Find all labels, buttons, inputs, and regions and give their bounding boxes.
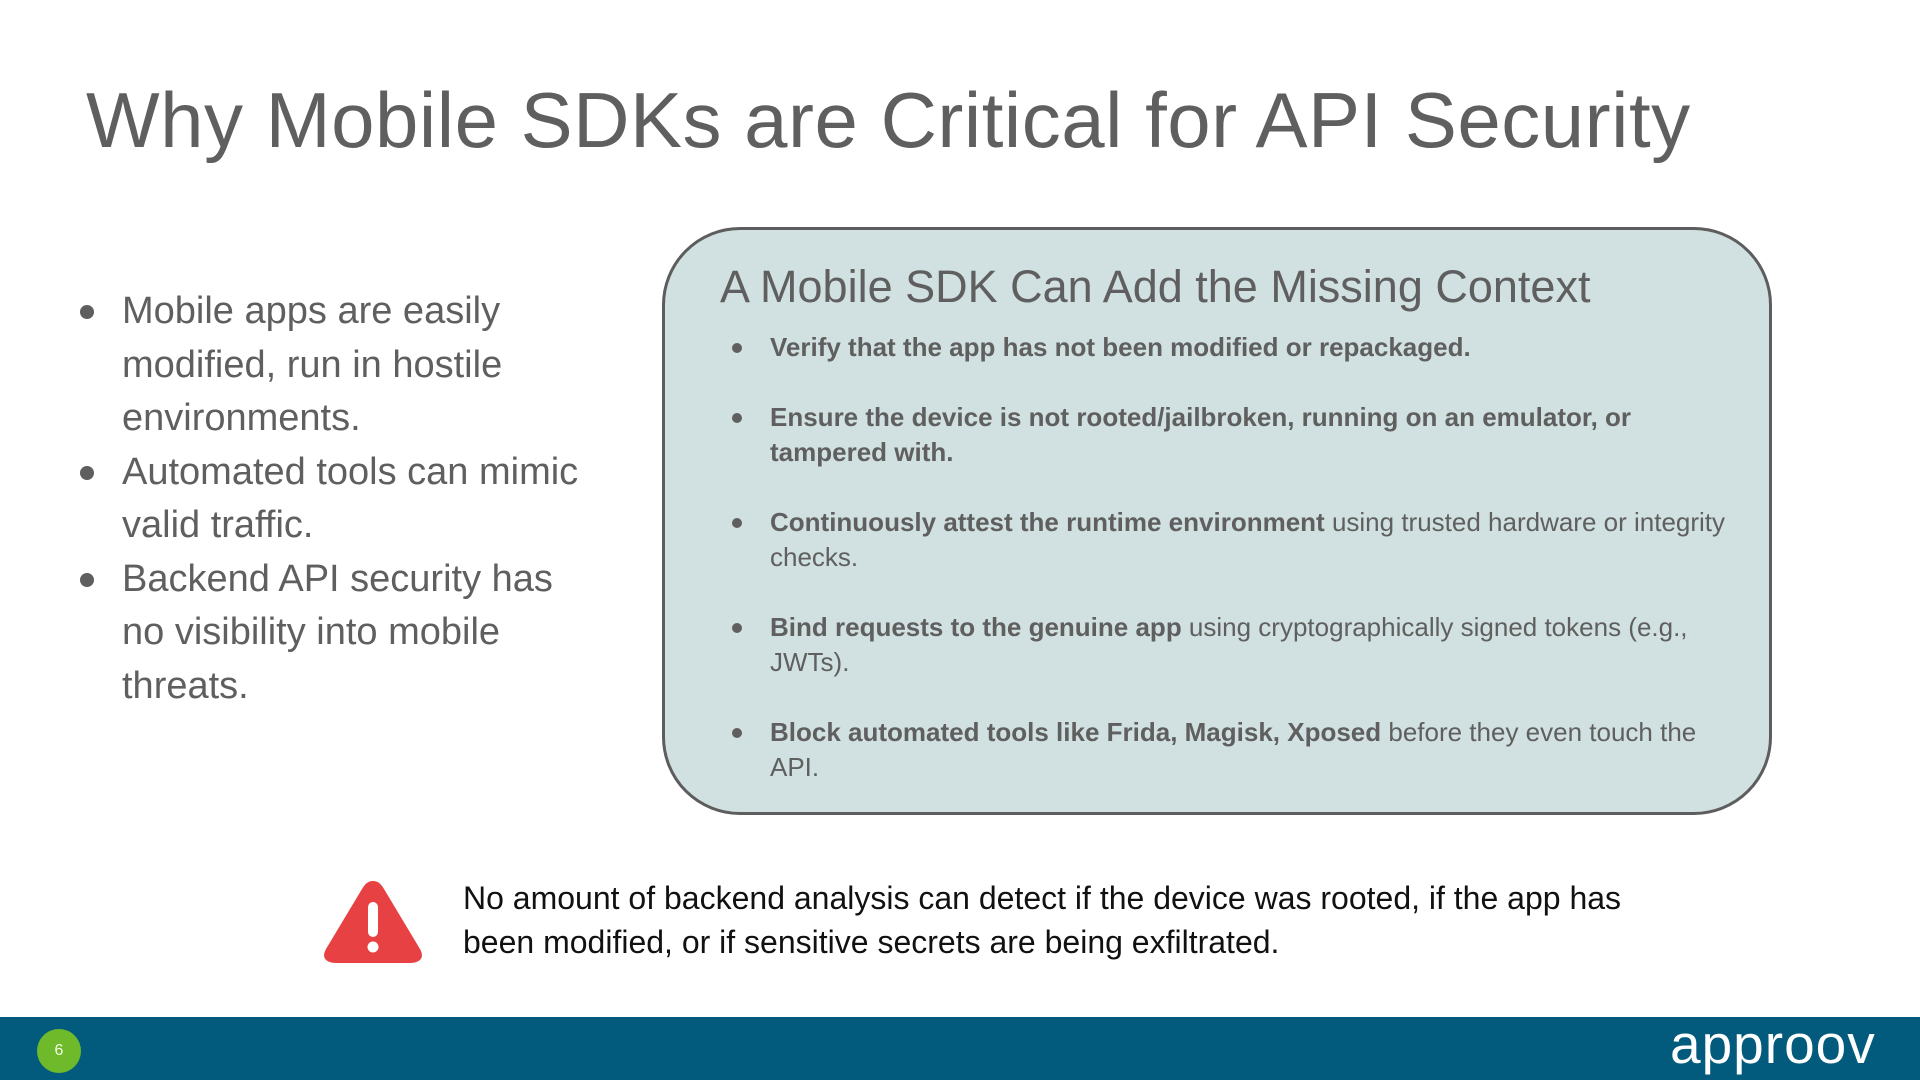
context-item-bold: Bind requests to the genuine app [770, 612, 1182, 642]
bullet-dot [732, 343, 742, 353]
context-item-bold: Block automated tools like Frida, Magisk, Xposed [770, 717, 1382, 747]
left-bullet-text: Mobile apps are easily modified, run in hostile environments. [122, 290, 503, 439]
bullet-dot [732, 518, 742, 528]
context-box-list [730, 330, 1730, 820]
left-bullet-item [74, 553, 594, 714]
context-item-text: before they even touch the API. [770, 717, 1697, 782]
approov-logo [1670, 1013, 1890, 1080]
left-bullet-item [74, 285, 594, 446]
warning-triangle-icon [321, 877, 425, 965]
context-item-bold: Verify that the app has not been modified or repackaged. [770, 332, 1471, 362]
bullet-dot [732, 413, 742, 423]
context-item-text: using trusted hardware or integrity checks. [770, 507, 1726, 572]
left-bullet-item [74, 446, 594, 553]
bullet-dot [80, 466, 94, 480]
context-list-item [730, 610, 1730, 680]
context-list-item [730, 330, 1730, 365]
context-item-text: using cryptographically signed tokens (e.g., JWTs). [770, 612, 1688, 677]
bullet-dot [80, 573, 94, 587]
approov-logo-text: approov [1670, 1013, 1876, 1075]
context-box-title: A Mobile SDK Can Add the Missing Context [720, 261, 1591, 312]
context-item-bold: Ensure the device is not rooted/jailbroken, running on an emulator, or tampered with. [770, 402, 1632, 467]
warning-message: No amount of backend analysis can detect if the device was rooted, if the app has been modified, or if sensitive secrets are being exfiltrated. [463, 880, 1622, 960]
bullet-dot [732, 623, 742, 633]
warning-icon-wrap [321, 877, 425, 965]
bullet-dot [732, 728, 742, 738]
warning-exclamation-dot [368, 942, 379, 953]
page-number-badge: 6 [37, 1029, 81, 1073]
context-item-bold: Continuously attest the runtime environment [770, 507, 1325, 537]
context-list-item [730, 715, 1730, 785]
mobile-sdk-context-box [662, 227, 1772, 815]
slide-title: Why Mobile SDKs are Critical for API Security [86, 76, 1691, 164]
warning-exclamation-bar [368, 902, 378, 937]
footer-bar [0, 1017, 1920, 1080]
left-bullet-text: Backend API security has no visibility into mobile threats. [122, 557, 553, 707]
left-bullet-list [74, 285, 594, 713]
left-bullet-text: Automated tools can mimic valid traffic. [122, 450, 579, 546]
context-list-item [730, 400, 1730, 470]
context-list-item [730, 505, 1730, 575]
bullet-dot [80, 305, 94, 319]
